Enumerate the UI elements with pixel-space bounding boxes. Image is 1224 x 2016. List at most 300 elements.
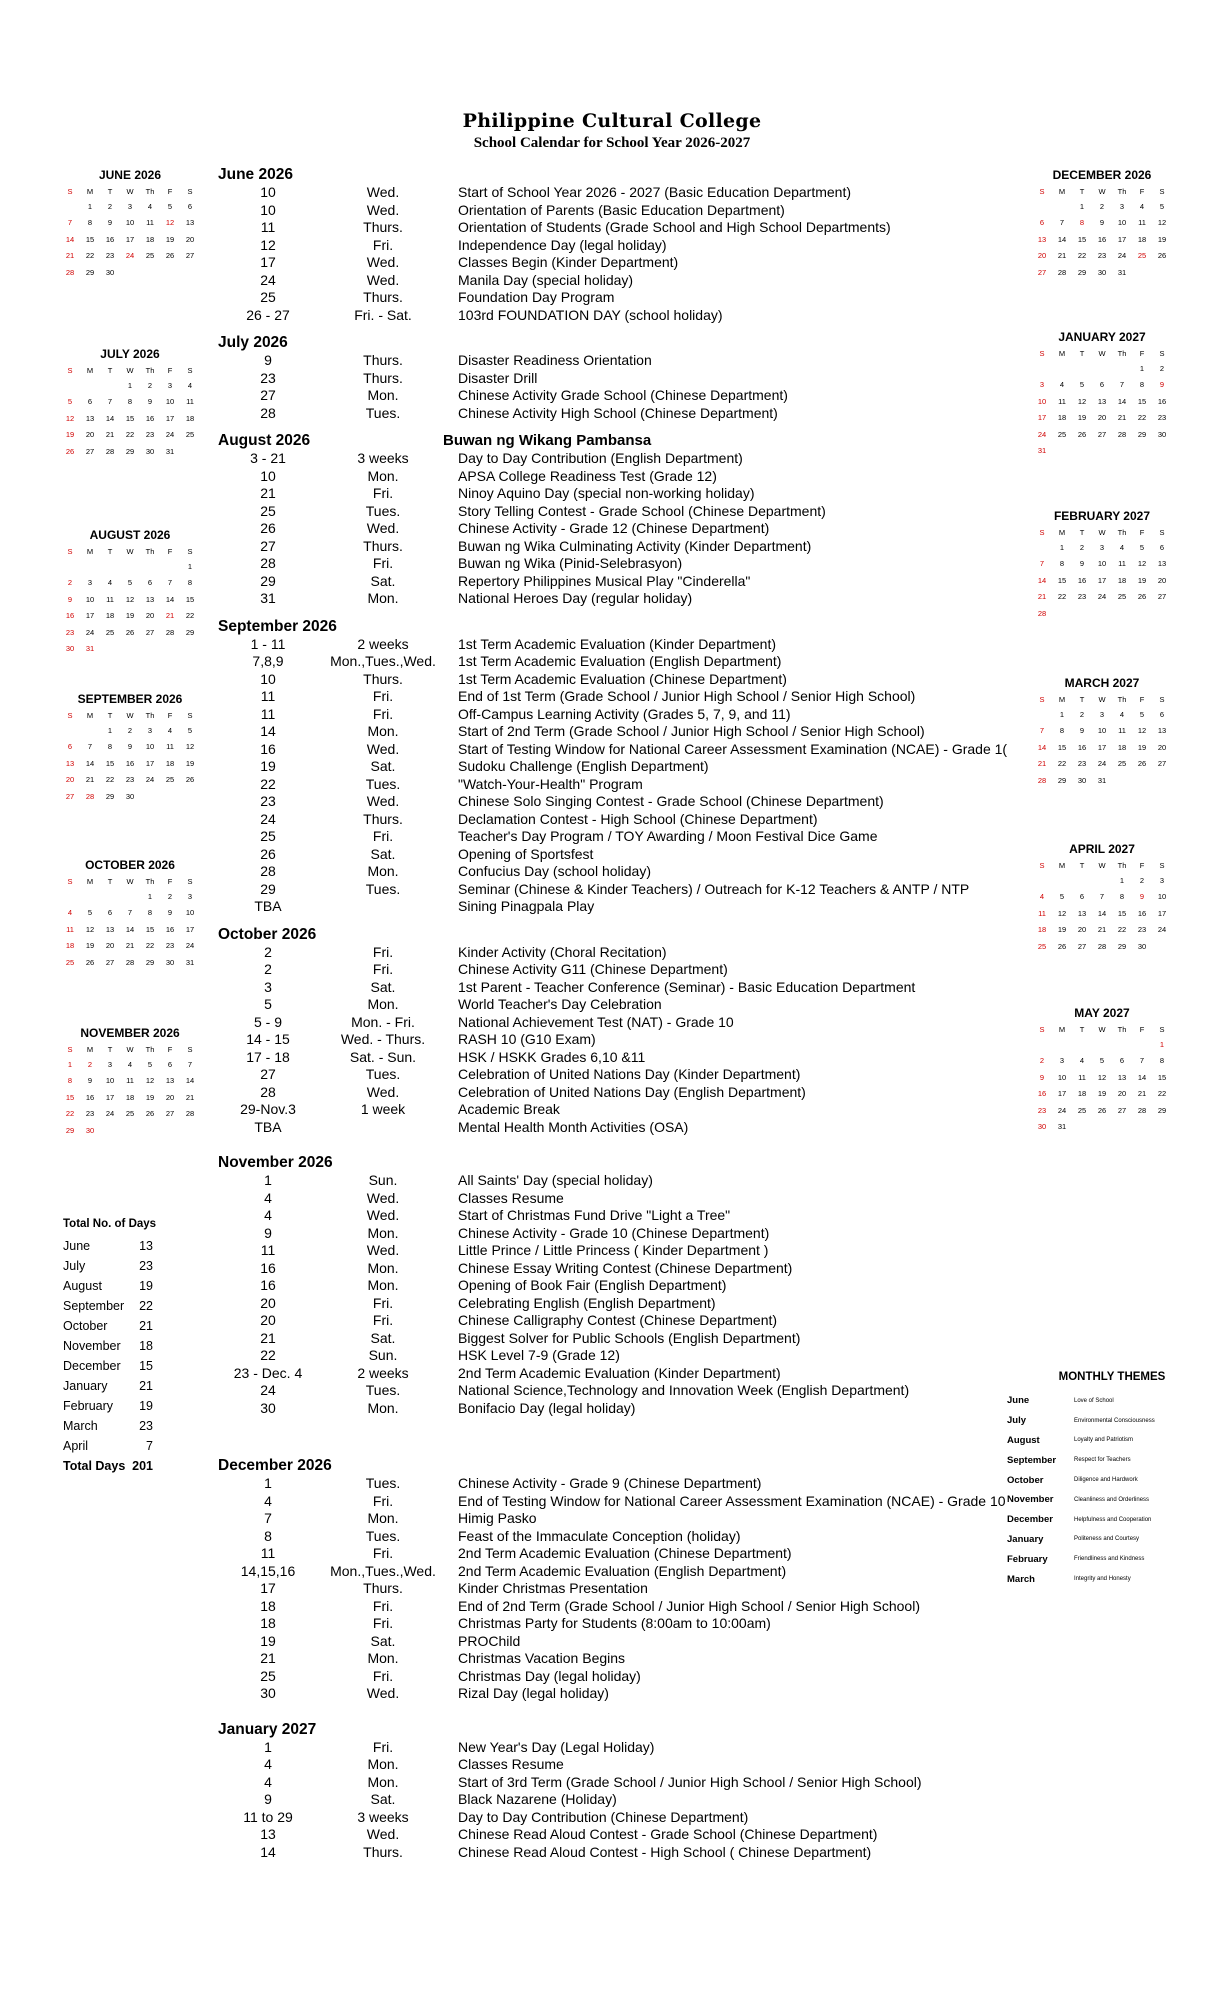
event-day	[318, 898, 448, 916]
event-day: Wed.	[366, 1242, 400, 1258]
calendar-day: 17	[165, 413, 175, 423]
total-days-month: July	[63, 1259, 86, 1273]
month-block	[218, 1721, 1018, 1862]
total-days-month: September	[63, 1299, 125, 1313]
calendar-day: 25	[65, 957, 75, 967]
event-row	[218, 538, 1018, 556]
event-description: Day to Day Contribution (English Department)	[458, 450, 743, 466]
event-description: All Saints' Day (special holiday)	[458, 1172, 653, 1188]
event-description: End of 2nd Term (Grade School / Junior High School / Senior High School)	[458, 1597, 920, 1614]
event-day: Mon. - Fri.	[351, 1013, 415, 1030]
calendar-day: 10	[165, 397, 175, 407]
event-day: Thurs.	[363, 1843, 403, 1860]
event-date: 4	[264, 1492, 272, 1509]
event-row	[218, 520, 1018, 538]
event-row	[218, 468, 1018, 486]
event-row	[218, 1739, 1018, 1757]
theme-row	[1007, 1431, 1217, 1451]
event-description: Rizal Day (legal holiday)	[458, 1685, 609, 1701]
weekday-label: S	[1039, 1025, 1045, 1034]
calendar-day: 8	[1079, 218, 1085, 228]
theme-row	[1007, 1411, 1217, 1431]
event-description: World Teacher's Day Celebration	[458, 996, 662, 1012]
calendar-day: 23	[1037, 1105, 1047, 1115]
calendar-day: 27	[85, 446, 95, 456]
calendar-day: 27	[65, 791, 75, 801]
event-date: 12	[260, 236, 276, 253]
event-day: Fri.	[372, 1294, 394, 1311]
month-block	[218, 432, 1018, 608]
calendar-day: 31	[165, 446, 175, 456]
total-days-title: Total No. of Days	[63, 1218, 157, 1230]
total-days-month: April	[63, 1439, 89, 1453]
event-date: 26 - 27	[246, 306, 290, 323]
monthly-themes	[1007, 1371, 1217, 1589]
calendar-day: 15	[1157, 1072, 1167, 1082]
theme-month: June	[1007, 1395, 1030, 1407]
calendar-day: 2	[167, 891, 173, 901]
calendar-day: 24	[105, 1109, 115, 1119]
calendar-day: 22	[125, 430, 135, 440]
theme-row	[1007, 1569, 1217, 1589]
weekday-label: S	[187, 366, 193, 375]
event-day: Thurs.	[363, 1580, 403, 1596]
event-date: 29	[260, 572, 276, 589]
calendar-day: 23	[1157, 413, 1167, 423]
event-description: Chinese Activity High School (Chinese Department)	[458, 404, 778, 421]
calendar-day: 21	[1037, 759, 1047, 769]
calendar-day: 5	[1059, 892, 1065, 902]
calendar-day: 8	[1059, 559, 1065, 569]
event-date: 21	[260, 1650, 276, 1666]
calendar-day: 20	[1097, 413, 1107, 423]
calendar-day: 15	[1117, 908, 1127, 918]
event-day: Fri.	[372, 688, 394, 704]
calendar-day: 21	[1137, 1089, 1147, 1099]
theme-month: September	[1007, 1454, 1057, 1466]
calendar-day: 20	[105, 941, 115, 951]
weekday-label: Th	[1117, 695, 1127, 704]
total-days-count: 13	[139, 1239, 153, 1253]
event-description: Chinese Essay Writing Contest (Chinese Department)	[458, 1259, 793, 1276]
calendar-day: 4	[187, 380, 193, 390]
calendar-day: 5	[127, 578, 133, 588]
calendar-day: 30	[1077, 775, 1087, 785]
total-days-row	[63, 1436, 183, 1456]
calendar-day: 5	[1139, 542, 1145, 552]
event-day: Mon.	[367, 863, 399, 879]
event-row	[218, 811, 1018, 829]
mini-calendar	[60, 1026, 200, 1139]
calendar-day: 7	[1099, 892, 1105, 902]
calendar-day: 30	[125, 791, 135, 801]
weekday-label: S	[1159, 861, 1165, 870]
event-row	[218, 1615, 1018, 1633]
calendar-day: 26	[145, 1109, 155, 1119]
calendar-day: 20	[85, 430, 95, 440]
calendar-day: 6	[1039, 218, 1045, 228]
theme-row	[1007, 1470, 1217, 1490]
calendar-day: 18	[1077, 1089, 1087, 1099]
event-row	[218, 219, 1018, 237]
calendar-day: 15	[1057, 742, 1067, 752]
mini-calendar	[1032, 330, 1172, 459]
calendar-day: 19	[1157, 234, 1167, 244]
calendar-day: 26	[1077, 429, 1087, 439]
calendar-day: 9	[1079, 726, 1085, 736]
calendar-day: 5	[67, 397, 73, 407]
event-date: 20	[260, 1294, 276, 1311]
calendar-day: 22	[1137, 413, 1147, 423]
calendar-day: 1	[67, 1059, 73, 1069]
theme-text: Cleanliness and Orderliness	[1074, 1496, 1150, 1503]
calendar-day: 11	[1058, 396, 1066, 406]
calendar-day: 27	[1157, 759, 1167, 769]
calendar-day: 4	[1139, 201, 1145, 211]
calendar-day: 19	[1097, 1089, 1107, 1099]
event-row	[218, 706, 1018, 724]
event-row	[218, 1084, 1018, 1102]
calendar-day: 27	[165, 1109, 175, 1119]
event-day: Wed.	[366, 740, 400, 757]
event-day: Mon.	[367, 1399, 399, 1416]
calendar-day: 17	[125, 234, 135, 244]
calendar-day: 7	[1139, 1056, 1145, 1066]
mini-calendar	[1032, 1006, 1172, 1135]
weekday-label: F	[1139, 528, 1145, 537]
event-row	[218, 503, 1018, 521]
calendar-day: 31	[1097, 775, 1107, 785]
event-row	[218, 996, 1018, 1014]
calendar-day: 16	[85, 1092, 95, 1102]
total-days-count: 22	[139, 1299, 153, 1313]
event-date: 5 - 9	[253, 1013, 282, 1030]
event-day: 1 week	[360, 1101, 406, 1117]
event-row	[218, 450, 1018, 468]
event-date: 21	[260, 1329, 276, 1346]
event-date: 28	[260, 555, 276, 571]
mini-calendar	[1032, 509, 1172, 622]
theme-text: Integrity and Honesty	[1074, 1576, 1131, 1583]
calendar-day: 27	[1117, 1105, 1127, 1115]
event-row	[218, 961, 1018, 979]
event-description: Buwan ng Wika Culminating Activity (Kinder Department)	[458, 537, 812, 554]
weekday-label: T	[107, 877, 113, 886]
calendar-day: 4	[1119, 709, 1125, 719]
event-day: Fri.	[372, 1492, 394, 1509]
calendar-day: 28	[1057, 267, 1067, 277]
calendar-day: 6	[1159, 709, 1165, 719]
event-description: National Achievement Test (NAT) - Grade 10	[458, 1013, 734, 1030]
calendar-day: 20	[185, 234, 195, 244]
calendar-day: 14	[1097, 908, 1107, 918]
event-day: Fri.	[372, 236, 394, 253]
event-date: TBA	[254, 1118, 282, 1135]
event-day: Tues.	[365, 1066, 401, 1082]
calendar-day: 18	[1057, 413, 1067, 423]
mini-calendar-title: MAY 2027	[1074, 1006, 1130, 1020]
calendar-day: 18	[1137, 234, 1147, 244]
event-row	[218, 1668, 1018, 1686]
event-day: Fri.	[372, 1597, 394, 1614]
calendar-day: 12	[1057, 908, 1067, 918]
event-description: Disaster Drill	[458, 369, 538, 386]
event-day: Thurs.	[363, 219, 403, 235]
calendar-day: 5	[1159, 201, 1165, 211]
total-days-row	[63, 1376, 183, 1396]
calendar-day: 28	[65, 267, 75, 277]
event-day: Mon.,Tues.,Wed.	[330, 1562, 436, 1579]
calendar-day: 3	[87, 578, 93, 588]
event-row	[218, 1049, 1018, 1067]
event-day: Fri.	[372, 961, 394, 977]
calendar-day: 15	[145, 924, 155, 934]
event-date: 8	[264, 1527, 272, 1544]
weekday-label: T	[107, 187, 113, 196]
event-description: Chinese Activity Grade School (Chinese Department)	[458, 387, 788, 403]
event-row	[218, 1791, 1018, 1809]
calendar-day: 2	[1079, 542, 1085, 552]
event-description: Classes Begin (Kinder Department)	[458, 254, 679, 270]
total-days-row	[63, 1276, 183, 1296]
event-date: 30	[260, 1399, 276, 1416]
event-date: 30	[260, 1685, 276, 1701]
calendar-day: 9	[127, 742, 133, 752]
calendar-day: 13	[185, 218, 195, 228]
event-description: HSK Level 7-9 (Grade 12)	[458, 1347, 620, 1363]
calendar-day: 11	[126, 1076, 134, 1086]
calendar-day: 29	[125, 446, 135, 456]
calendar-day: 19	[125, 611, 135, 621]
calendar-day: 3	[107, 1059, 113, 1069]
calendar-day: 5	[147, 1059, 153, 1069]
calendar-day: 24	[1097, 759, 1107, 769]
event-row	[218, 202, 1018, 220]
calendar-day: 25	[165, 775, 175, 785]
event-date: 25	[260, 828, 276, 844]
calendar-day: 25	[1117, 759, 1127, 769]
month-title: Buwan ng Wikang Pambansa	[443, 432, 652, 449]
calendar-day: 1	[147, 891, 153, 901]
calendar-day: 22	[105, 775, 115, 785]
event-day: Mon.	[367, 590, 399, 606]
calendar-day: 17	[1057, 1089, 1067, 1099]
weekday-label: S	[1159, 528, 1165, 537]
event-row	[218, 352, 1018, 370]
calendar-day: 24	[1117, 251, 1127, 261]
theme-text: Politeness and Courtesy	[1074, 1536, 1140, 1543]
weekday-label: S	[187, 547, 193, 556]
event-row	[218, 1475, 1018, 1493]
calendar-day: 15	[185, 594, 195, 604]
event-row	[218, 1031, 1018, 1049]
calendar-day: 16	[1097, 234, 1107, 244]
calendar-day: 3	[147, 725, 153, 735]
mini-calendar-title: OCTOBER 2026	[85, 858, 175, 872]
event-date: 4	[264, 1207, 272, 1223]
theme-row	[1007, 1391, 1217, 1411]
calendar-day: 8	[1119, 892, 1125, 902]
event-day: Thurs.	[363, 670, 403, 687]
event-day: Sat. - Sun.	[349, 1048, 417, 1065]
theme-row	[1007, 1450, 1217, 1470]
mini-calendar	[60, 168, 200, 281]
event-date: 28	[260, 404, 276, 421]
total-days-month: November	[63, 1339, 121, 1353]
event-date: 9	[264, 352, 272, 368]
weekday-label: F	[167, 877, 173, 886]
calendar-day: 13	[1157, 726, 1167, 736]
calendar-day: 16	[65, 611, 75, 621]
calendar-day: 29	[1077, 267, 1087, 277]
total-days-row	[63, 1356, 183, 1376]
calendar-day: 17	[1037, 413, 1047, 423]
calendar-day: 15	[1137, 396, 1147, 406]
calendar-day: 23	[1137, 925, 1147, 935]
event-description: National Heroes Day (regular holiday)	[458, 590, 693, 606]
calendar-day: 13	[1077, 908, 1087, 918]
event-row	[218, 881, 1018, 899]
event-day: Wed.	[366, 520, 400, 536]
event-row	[218, 237, 1018, 255]
calendar-day: 21	[165, 611, 175, 621]
total-days-value: 201	[132, 1459, 153, 1473]
event-date: 11	[260, 1545, 276, 1561]
weekday-label: T	[1079, 187, 1085, 196]
calendar-day: 16	[165, 924, 175, 934]
calendar-day: 19	[1137, 575, 1147, 585]
month-name: June 2026	[218, 166, 293, 183]
event-row	[218, 1330, 1018, 1348]
event-description: APSA College Readiness Test (Grade 12)	[458, 467, 717, 484]
event-day: Wed.	[366, 793, 400, 809]
event-day: Wed.	[366, 1685, 400, 1701]
calendar-day: 21	[1097, 925, 1107, 935]
calendar-day: 8	[1139, 380, 1145, 390]
calendar-day: 25	[1117, 592, 1127, 602]
calendar-day: 22	[1057, 592, 1067, 602]
event-row	[218, 1066, 1018, 1084]
calendar-day: 9	[87, 1076, 93, 1086]
event-date: 26	[260, 520, 276, 536]
event-description: Celebration of United Nations Day (Kinder Department)	[458, 1066, 801, 1082]
calendar-day: 20	[1117, 1089, 1127, 1099]
weekday-label: S	[187, 187, 193, 196]
event-description: Mental Health Month Activities (OSA)	[458, 1118, 689, 1135]
calendar-day: 25	[105, 627, 115, 637]
calendar-day: 28	[1037, 608, 1047, 618]
event-day: Mon.	[367, 467, 399, 484]
calendar-day: 10	[1117, 218, 1127, 228]
event-row	[218, 863, 1018, 881]
calendar-day: 31	[85, 644, 95, 654]
event-day: Sat.	[370, 572, 396, 589]
calendar-day: 30	[1037, 1122, 1047, 1132]
event-date: 24	[260, 1382, 276, 1398]
total-days-count: 18	[139, 1339, 153, 1353]
event-row	[218, 1347, 1018, 1365]
total-days-row	[63, 1256, 183, 1276]
calendar-day: 24	[1097, 592, 1107, 602]
event-row	[218, 1172, 1018, 1190]
calendar-day: 22	[85, 251, 95, 261]
event-description: 103rd FOUNDATION DAY (school holiday)	[458, 306, 723, 323]
calendar-day: 6	[167, 1059, 173, 1069]
theme-row	[1007, 1530, 1217, 1550]
calendar-day: 16	[1037, 1089, 1047, 1099]
calendar-day: 31	[1057, 1122, 1067, 1132]
calendar-day: 11	[1118, 726, 1126, 736]
event-date: 4	[264, 1756, 272, 1772]
calendar-day: 29	[185, 627, 195, 637]
calendar-day: 4	[147, 201, 153, 211]
calendar-day: 13	[165, 1076, 175, 1086]
total-days-count: 15	[139, 1359, 153, 1373]
event-day: Fri.	[372, 1738, 394, 1755]
event-description: Story Telling Contest - Grade School (Chinese Department)	[458, 502, 826, 519]
event-description: Teacher's Day Program / TOY Awarding / Moon Festival Dice Game	[458, 828, 878, 844]
calendar-day: 7	[87, 742, 93, 752]
weekday-label: M	[1058, 695, 1066, 704]
event-day: Sat.	[370, 1632, 396, 1649]
event-date: 23	[260, 369, 276, 386]
event-date: 14 - 15	[246, 1031, 290, 1047]
weekday-label: W	[1098, 187, 1106, 196]
calendar-day: 26	[1057, 941, 1067, 951]
weekday-label: M	[1058, 187, 1066, 196]
event-day: Tues.	[365, 775, 401, 792]
event-description: HSK / HSKK Grades 6,10 &11	[458, 1048, 646, 1065]
calendar-day: 30	[1157, 429, 1167, 439]
event-day: Mon.,Tues.,Wed.	[330, 653, 436, 669]
event-description: Christmas Day (legal holiday)	[458, 1667, 641, 1684]
event-row	[218, 636, 1018, 654]
mini-calendar-title: JULY 2026	[100, 347, 160, 361]
event-day: Thurs.	[363, 537, 403, 554]
calendar-day: 11	[66, 924, 74, 934]
calendar-day: 10	[125, 218, 135, 228]
event-description: New Year's Day (Legal Holiday)	[458, 1738, 655, 1755]
total-days-count: 7	[146, 1439, 153, 1453]
calendar-day: 5	[187, 725, 193, 735]
event-day: Wed. - Thurs.	[340, 1031, 426, 1047]
event-row	[218, 1510, 1018, 1528]
calendar-day: 2	[1159, 363, 1165, 373]
event-row	[218, 485, 1018, 503]
calendar-day: 28	[105, 446, 115, 456]
event-day: Fri.	[372, 943, 394, 960]
weekday-label: S	[1039, 349, 1045, 358]
event-row	[218, 1580, 1018, 1598]
calendar-day: 2	[1139, 875, 1145, 885]
calendar-day: 9	[107, 218, 113, 228]
event-row	[218, 846, 1018, 864]
event-date: 1 - 11	[250, 635, 286, 652]
calendar-day: 26	[65, 446, 75, 456]
event-date: 31	[260, 590, 276, 606]
month-heading	[218, 1721, 1018, 1739]
calendar-day: 14	[65, 234, 75, 244]
calendar-day: 4	[1059, 380, 1065, 390]
event-day: Thurs.	[363, 352, 403, 368]
event-day: Mon.	[367, 387, 399, 403]
mini-calendar	[1032, 842, 1172, 955]
weekday-label: S	[1159, 187, 1165, 196]
event-description: Bonifacio Day (legal holiday)	[458, 1399, 636, 1416]
event-day: Mon.	[367, 1259, 399, 1276]
event-row	[218, 1774, 1018, 1792]
month-block	[218, 1457, 1018, 1703]
